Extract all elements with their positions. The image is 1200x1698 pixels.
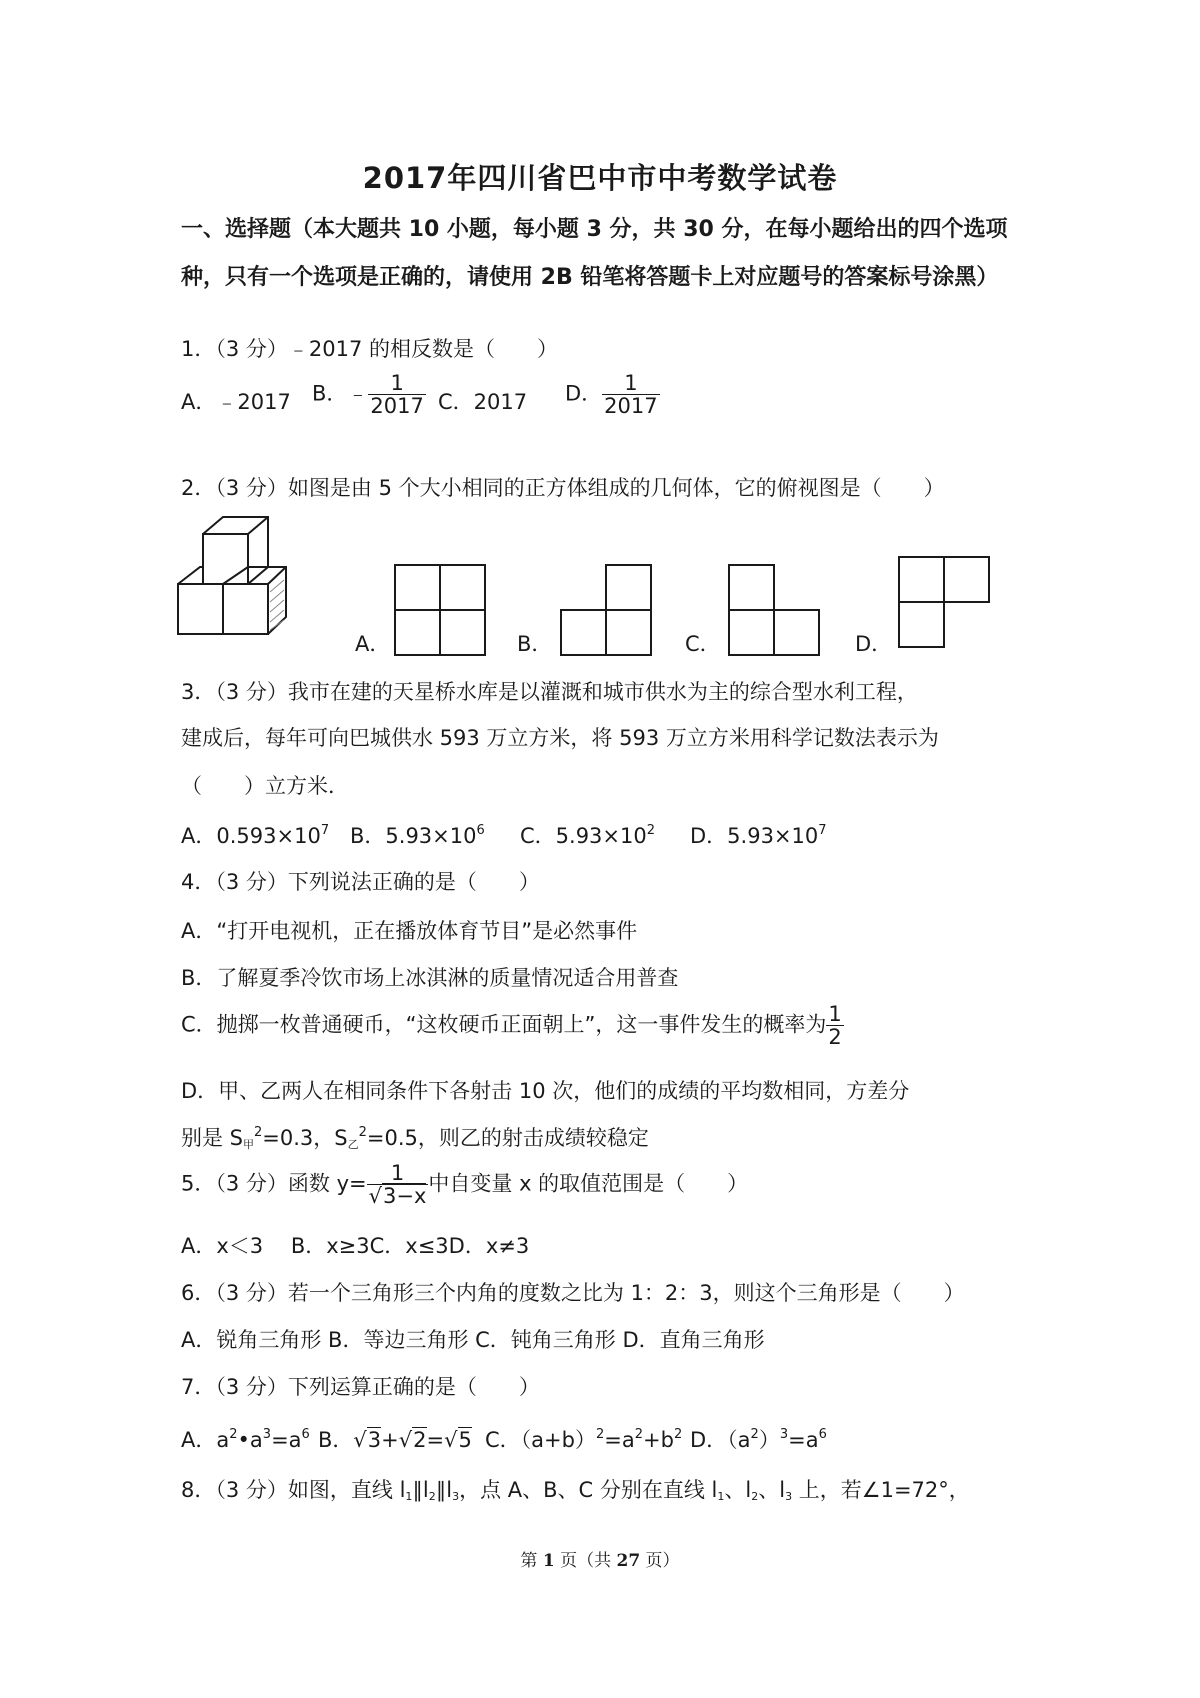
q3-a-text: A．0.593×10: [181, 824, 321, 848]
q4-option-c: [181, 1003, 844, 1048]
q4-d2-sub1: 甲: [243, 1138, 255, 1151]
q2-option-d-figure: [898, 556, 990, 648]
q1-option-a: A．﹣2017: [181, 390, 291, 414]
q3-option-a: [181, 820, 329, 850]
q7-option-b: [318, 1424, 472, 1454]
q4-d2-sub2: 乙: [347, 1138, 359, 1151]
q8-sub5: 2: [751, 1490, 759, 1503]
q4-d2-a: 别是 S: [181, 1126, 244, 1150]
q1-d-denominator: 2017: [604, 394, 658, 419]
q2-option-c-figure: [728, 564, 820, 656]
cube-solid-figure: [178, 512, 308, 642]
q7-c-e2: 2: [634, 1427, 643, 1442]
q2-option-a-label: A．: [355, 632, 391, 656]
footer-a: 第: [520, 1551, 543, 1571]
q7-a-e2: 3: [262, 1427, 272, 1442]
q8-sub2: 2: [428, 1490, 436, 1503]
q2-option-c-label: C．: [685, 632, 721, 656]
question-3-line-1: 3．（3 分）我市在建的天星桥水库是以灌溉和城市供水为主的综合型水利工程，: [181, 680, 918, 704]
q1-option-d-label: D．: [565, 381, 603, 406]
q7-a-2: •a: [237, 1428, 263, 1452]
q7-c-1: C．（a+b）: [485, 1428, 596, 1452]
question-3-line-3: （ ）立方米．: [181, 774, 349, 798]
q7-option-a: [181, 1424, 310, 1454]
q4-c-numerator: 1: [828, 1002, 842, 1026]
q5-numerator: 1: [367, 1162, 429, 1185]
page-title: 2017年四川省巴中市中考数学试卷: [362, 161, 838, 195]
q1-option-b-label: B．﹣: [312, 381, 369, 406]
q1-option-c: C．2017: [438, 390, 528, 414]
footer-c: 页）: [640, 1551, 680, 1571]
question-3-line-2: 建成后，每年可向巴城供水 593 万立方米，将 593 万立方米用科学记数法表示为: [181, 726, 939, 750]
q1-option-d-fraction: [602, 372, 659, 417]
q7-d-1: D．（a: [690, 1428, 751, 1452]
q5-fraction: [367, 1162, 429, 1207]
question-4-stem: 4．（3 分）下列说法正确的是（ ）: [181, 870, 540, 894]
q6-options: A．锐角三角形 B．等边三角形 C．钝角三角形 D．直角三角形: [181, 1328, 765, 1352]
q7-a-1: A．a: [181, 1428, 230, 1452]
q4-d2-b: =0.3，S: [262, 1126, 348, 1150]
question-5-stem: [181, 1162, 748, 1207]
q7-b-1: B．√: [318, 1428, 367, 1452]
q7-d-e2: 3: [779, 1427, 789, 1442]
total-pages: 27: [616, 1551, 641, 1571]
q5-stem-a: 5．（3 分）函数 y=: [181, 1171, 367, 1196]
question-6-stem: 6．（3 分）若一个三角形三个内角的度数之比为 1：2：3，则这个三角形是（ ）: [181, 1281, 965, 1305]
q7-a-e3: 6: [301, 1427, 310, 1442]
q7-c-e3: 2: [673, 1427, 683, 1442]
q8-sub4: 1: [717, 1490, 725, 1503]
page-footer: [0, 1546, 1200, 1571]
q3-c-text: C．5.93×10: [520, 824, 647, 848]
q7-c-3: +b: [643, 1428, 674, 1452]
question-2-stem: 2．（3 分）如图是由 5 个大小相同的正方体组成的几何体，它的俯视图是（ ）: [181, 476, 945, 500]
q7-b-r1: 3: [367, 1428, 382, 1452]
q7-c-e1: 2: [595, 1427, 605, 1442]
q7-d-2: ）: [758, 1428, 780, 1452]
question-7-stem: 7．（3 分）下列运算正确的是（ ）: [181, 1375, 540, 1399]
page-number: 1: [542, 1551, 555, 1571]
q7-d-e3: 6: [818, 1427, 827, 1442]
q3-d-text: D．5.93×10: [690, 824, 819, 848]
q7-option-d: [690, 1424, 827, 1454]
q4-d2-c: =0.5，则乙的射击成绩较稳定: [366, 1126, 649, 1150]
q1-option-b: [312, 372, 426, 417]
q2-option-b-figure: [560, 564, 652, 656]
q7-d-3: =a: [788, 1428, 819, 1452]
q8-s5: 、l: [724, 1478, 752, 1502]
q4-d2-sup1: 2: [254, 1125, 263, 1140]
q7-d-e1: 2: [750, 1427, 759, 1442]
q2-option-a-figure: [394, 564, 486, 656]
q5-radical-sign: √: [368, 1184, 382, 1209]
q7-b-2: +√: [381, 1428, 413, 1452]
q1-option-d: [565, 372, 660, 417]
q8-s6: 、l: [758, 1478, 786, 1502]
q4-c-denominator: 2: [828, 1025, 842, 1050]
q4-c-text: C．抛掷一枚普通硬币，“这枚硬币正面朝上”，这一事件发生的概率为: [181, 1012, 827, 1037]
q8-sub3: 3: [452, 1490, 460, 1503]
q4-option-d-line-1: D．甲、乙两人在相同条件下各射击 10 次，他们的成绩的平均数相同，方差分: [181, 1079, 910, 1103]
q4-c-fraction: [826, 1003, 843, 1048]
q5-denominator: [367, 1185, 429, 1207]
question-1-stem: 1．（3 分）﹣2017 的相反数是（ ）: [181, 337, 559, 361]
q7-b-3: =√: [426, 1428, 458, 1452]
q4-d2-sup2: 2: [358, 1125, 367, 1140]
q1-d-numerator: 1: [602, 372, 659, 395]
q7-c-2: =a: [604, 1428, 635, 1452]
q3-b-text: B．5.93×10: [350, 824, 477, 848]
q5-radicand: 3−x: [383, 1184, 427, 1209]
q7-b-r3: 5: [458, 1428, 472, 1452]
q3-d-exp: 7: [818, 823, 827, 838]
q3-a-exp: 7: [320, 823, 330, 838]
q8-s2: ∥l: [412, 1478, 429, 1502]
question-8-stem: [181, 1474, 970, 1504]
q8-sub6: 3: [785, 1490, 793, 1503]
q7-b-r2: 2: [413, 1428, 427, 1452]
footer-b: 页（共: [554, 1551, 617, 1571]
q3-option-b: [350, 820, 485, 850]
q7-option-c: [485, 1424, 682, 1454]
q7-a-3: =a: [271, 1428, 302, 1452]
q5-options: A．x＜3 B．x≥3C．x≤3D．x≠3: [181, 1234, 530, 1258]
q8-s1: 8．（3 分）如图，直线 l: [181, 1478, 406, 1502]
section-heading: 一、选择题（本大题共 10 小题，每小题 3 分，共 30 分，在每小题给出的四个选项种，只有一个选项是正确的，请使用 2B 铅笔将答题卡上对应题号的答案标号涂黑）: [181, 217, 1008, 290]
q8-s7: 上，若∠1=72°，: [792, 1478, 970, 1502]
q1-b-numerator: 1: [368, 372, 425, 395]
q5-stem-b: 中自变量 x 的取值范围是（ ）: [428, 1171, 749, 1196]
q2-option-b-label: B．: [517, 632, 553, 656]
q3-option-d: [690, 820, 827, 850]
q2-option-d-label: D．: [855, 632, 893, 656]
q4-option-b: B．了解夏季冷饮市场上冰淇淋的质量情况适合用普查: [181, 966, 679, 990]
q8-sub1: 1: [405, 1490, 413, 1503]
q3-option-c: [520, 820, 655, 850]
q7-a-e1: 2: [229, 1427, 238, 1442]
q1-b-denominator: 2017: [370, 394, 424, 419]
q4-option-d-line-2: [181, 1122, 649, 1152]
q4-option-a: A．“打开电视机，正在播放体育节目”是必然事件: [181, 919, 638, 943]
q8-s4: ，点 A、B、C 分别在直线 l: [459, 1478, 718, 1502]
q3-b-exp: 6: [476, 823, 485, 838]
q1-option-b-fraction: [368, 372, 425, 417]
q3-c-exp: 2: [646, 823, 656, 838]
q8-s3: ∥l: [435, 1478, 453, 1502]
